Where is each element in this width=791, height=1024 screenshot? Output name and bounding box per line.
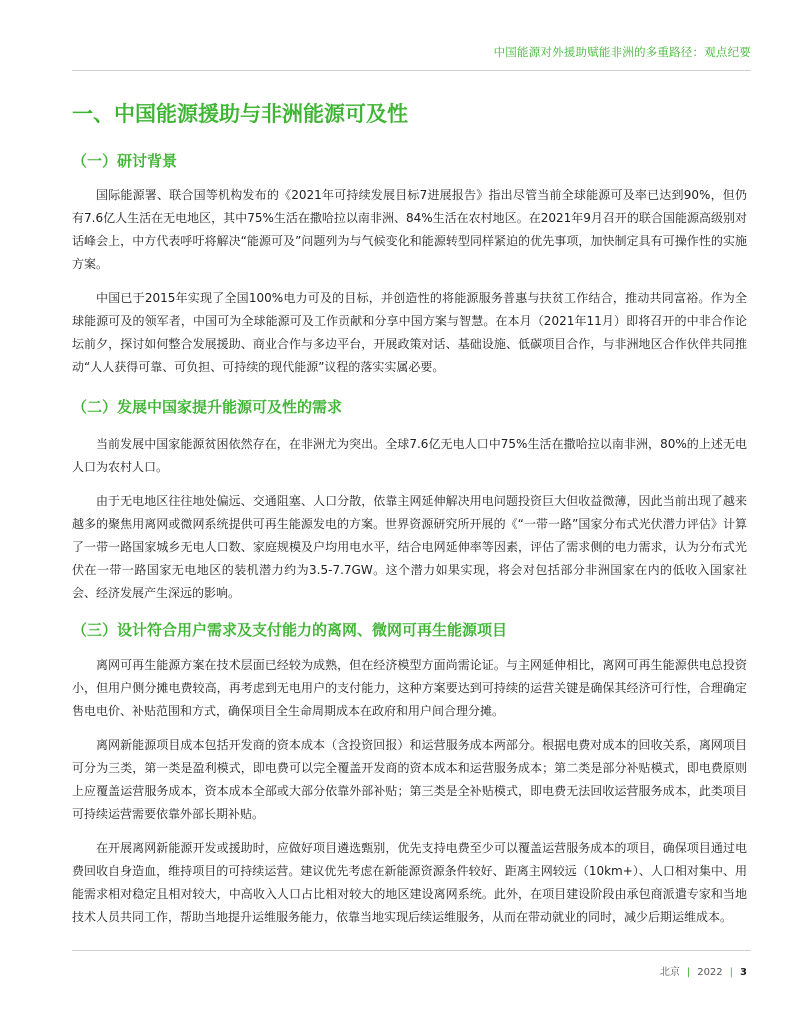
paragraph: 离网新能源项目成本包括开发商的资本成本（含投资回报）和运营服务成本两部分。根据电费对成本的回收关系，离网项目可分为三类，第一类是盈利模式，即电费可以完全覆盖开发商的资本成本和运营服务成本；第二类是部分补贴模式，即电费原则上应覆盖运营服务成本，资本成本全部或大部分依靠外部补贴；第三类是全补贴模式，即电费无法回收运营服务成本，此类项目可持续运营需要依靠外部长期补贴。	[72, 738, 747, 821]
subsection-heading: （二）发展中国家提升能源可及性的需求	[72, 398, 343, 416]
page-footer	[660, 963, 747, 978]
paragraph: 由于无电地区往往地处偏远、交通阻塞、人口分散，依靠主网延伸解决用电问题投资巨大但收益微薄，因此当前出现了越来越多的聚焦用离网或微网系统提供可再生能源发电的方案。世界资源研究所开展的《“一带一路”国家分布式光伏潜力评估》计算了一带一路国家城乡无电人口数、家庭规模及户均用电水平，结合电网延伸率等因素，评估了需求侧的电力需求，认为分布式光伏在一带一路国家无电地区的装机潜力约为3.5-7.7GW。这个潜力如果实现，将会对包括部分非洲国家在内的低收入国家社会、经济发展产生深远的影响。	[72, 494, 747, 600]
subsection-heading: （一）研讨背景	[72, 152, 178, 170]
header-divider	[72, 70, 751, 71]
paragraph: 国际能源署、联合国等机构发布的《2021年可持续发展目标7进展报告》指出尽管当前全球能源可及率已达到90%，但仍有7.6亿人生活在无电地区，其中75%生活在撒哈拉以南非洲、84%生活在农村地区。在2021年9月召开的联合国能源高级别对话峰会上，中方代表呼吁将解决“能源可及”问题列为与气候变化和能源转型同样紧迫的优先事项，加快制定具有可操作性的实施方案。	[72, 188, 747, 271]
subsection-heading: （三）设计符合用户需求及支付能力的离网、微网可再生能源项目	[72, 621, 508, 639]
footer-separator: |	[729, 967, 734, 978]
paragraph: 在开展离网新能源开发或援助时，应做好项目遴选甄别，优先支持电费至少可以覆盖运营服务成本的项目，确保项目通过电费回收自身造血，维持项目的可持续运营。建议优先考虑在新能源资源条件较好、距离主网较远（10km+）、人口相对集中、用能需求相对稳定且相对较大，中高收入人口占比相对较大的地区建设离网系统。此外，在项目建设阶段由承包商派遣专家和当地技术人员共同工作，帮助当地提升运维服务能力，依靠当地实现后续运维服务，从而在带动就业的同时，减少后期运维成本。	[72, 841, 747, 924]
page-number: 3	[740, 967, 747, 978]
paragraph: 当前发展中国家能源贫困依然存在，在非洲尤为突出。全球7.6亿无电人口中75%生活在撒哈拉以南非洲，80%的上述无电人口为农村人口。	[72, 437, 747, 474]
paragraph: 离网可再生能源方案在技术层面已经较为成熟，但在经济模型方面尚需论证。与主网延伸相比，离网可再生能源供电总投资小，但用户侧分摊电费较高，再考虑到无电用户的支付能力，这种方案要达到可持续的运营关键是确保其经济可行性，合理确定售电电价、补贴范围和方式，确保项目全生命周期成本在政府和用户间合理分摊。	[72, 658, 747, 718]
footer-separator: |	[686, 967, 691, 978]
section-title: 一、中国能源援助与非洲能源可及性	[72, 102, 408, 126]
footer-city: 北京	[659, 967, 680, 978]
subsection-3	[72, 619, 747, 929]
running-header: 中国能源对外援助赋能非洲的多重路径：观点纪要	[493, 45, 751, 59]
footer-year: 2022	[697, 967, 723, 978]
subsection-1	[72, 150, 747, 379]
footer-divider	[72, 950, 751, 951]
paragraph: 中国已于2015年实现了全国100%电力可及的目标，并创造性的将能源服务普惠与扶贫工作结合，推动共同富裕。作为全球能源可及的领军者，中国可为全球能源可及工作贡献和分享中国方案与智慧。在本月（2021年11月）即将召开的中非合作论坛前夕，探讨如何整合发展援助、商业合作与多边平台，开展政策对话、基础设施、低碳项目合作，与非洲地区合作伙伴共同推动“人人获得可靠、可负担、可持续的现代能源”议程的落实实属必要。	[72, 291, 747, 374]
subsection-2	[72, 396, 747, 605]
